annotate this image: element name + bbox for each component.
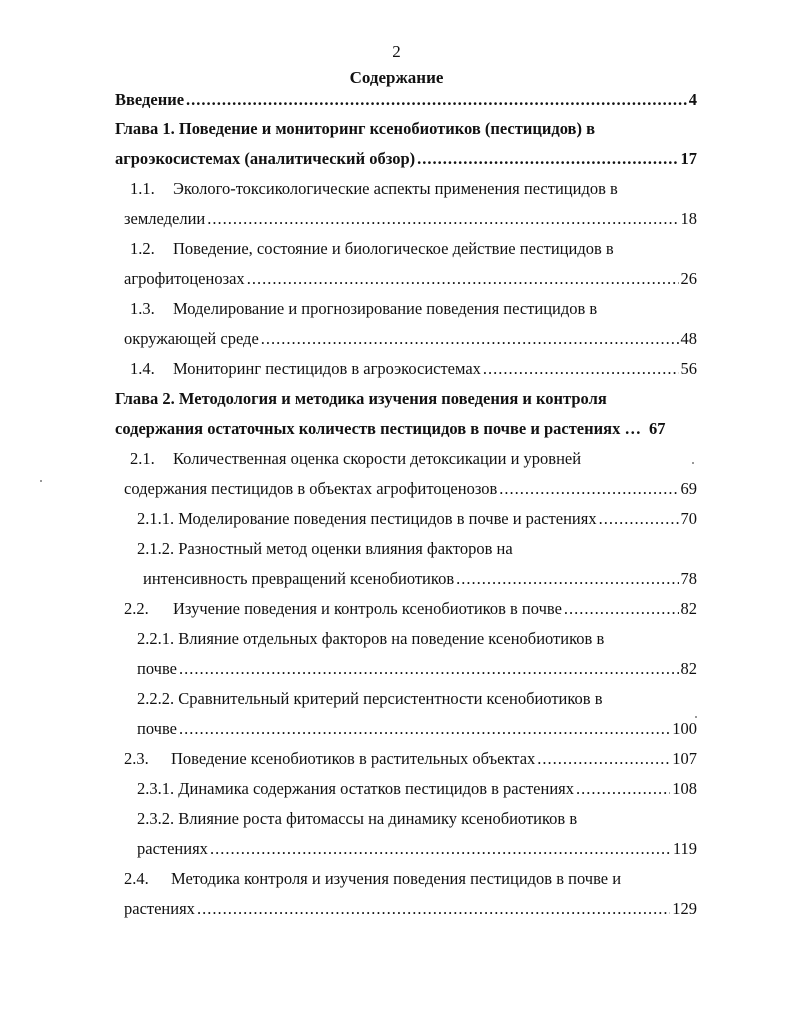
toc-leader-dots — [197, 898, 670, 920]
toc-leader-dots — [417, 148, 678, 170]
toc-entry-text: растениях — [137, 839, 208, 858]
toc-leader-dots — [564, 598, 679, 620]
toc-entry[interactable] — [115, 89, 697, 111]
toc-entry-text: растениях — [124, 899, 195, 918]
scan-speck — [695, 716, 697, 718]
toc-entry-text: 2.3.2. Влияние роста фитомассы на динамику ксенобиотиков в — [137, 809, 578, 828]
toc-entry-text: Эколого-токсикологические аспекты применения пестицидов в — [173, 179, 618, 198]
scan-speck — [40, 480, 42, 482]
toc-entry[interactable] — [130, 448, 697, 470]
toc-entry-text: Глава 2. Методология и методика изучения поведения и контроля — [115, 389, 607, 408]
toc-entry[interactable] — [115, 388, 697, 410]
toc-entry-text: 2.1.1. Моделирование поведения пестицидов в почве и растениях — [137, 509, 597, 528]
toc-entry[interactable] — [137, 838, 697, 860]
toc-entry[interactable] — [115, 418, 697, 440]
toc-entry-page: 107 — [672, 749, 697, 768]
toc-entry[interactable] — [137, 658, 697, 680]
toc-entry-text: Методика контроля и изучения поведения пестицидов в почве и — [171, 869, 622, 888]
toc-entry[interactable] — [124, 208, 697, 230]
toc-leader-dots — [247, 268, 679, 290]
toc-entry-page: 26 — [680, 269, 697, 288]
toc-entry-text: Изучение поведения и контроль ксенобиотиков в почве — [173, 599, 562, 618]
toc-leader-dots — [599, 508, 679, 530]
toc-leader-dots — [456, 568, 678, 590]
toc-entry[interactable] — [143, 568, 697, 590]
toc-leader-dots — [179, 658, 679, 680]
toc-leader-dots — [537, 748, 670, 770]
toc-entry-text: почве — [137, 659, 177, 678]
toc-entry[interactable] — [124, 868, 697, 890]
toc-entry-text: агроэкосистемах (аналитический обзор) — [115, 149, 416, 168]
toc-entry-number: 1.3. — [130, 299, 155, 318]
toc-leader-dots — [576, 778, 670, 800]
toc-leader-dots — [186, 89, 687, 111]
toc-entry-page: 48 — [680, 329, 697, 348]
toc-entry-page: 56 — [680, 359, 697, 378]
toc-entry-page: 108 — [672, 779, 697, 798]
toc-entry[interactable] — [124, 478, 697, 500]
toc-leader-dots — [179, 718, 670, 740]
toc-entry-text: Глава 1. Поведение и мониторинг ксенобиотиков (пестицидов) в — [115, 119, 595, 138]
toc-entry[interactable] — [137, 508, 697, 530]
page-number: 2 — [392, 42, 401, 61]
toc-entry-text: агрофитоценозах — [124, 269, 245, 288]
toc-entry-text: 2.3.1. Динамика содержания остатков пестицидов в растениях — [137, 779, 574, 798]
toc-entry[interactable] — [137, 718, 697, 740]
toc-entry-text: Количественная оценка скорости детоксикации и уровней — [173, 449, 582, 468]
toc-entry[interactable] — [130, 178, 697, 200]
toc-entry-number: 1.2. — [130, 239, 155, 258]
toc-entry[interactable] — [130, 298, 697, 320]
toc-entry[interactable] — [137, 688, 697, 710]
toc-entry-page: 129 — [672, 899, 697, 918]
toc-leader-dots — [261, 328, 679, 350]
toc-entry-page: 82 — [680, 599, 697, 618]
toc-entry-text: Мониторинг пестицидов в агроэкосистемах — [173, 359, 481, 378]
toc-entry[interactable] — [124, 598, 697, 620]
toc-entry[interactable] — [137, 778, 697, 800]
toc-entry-page: 119 — [672, 839, 697, 858]
toc-title: Содержание — [349, 68, 444, 87]
scan-speck — [692, 462, 694, 464]
toc-entry[interactable] — [124, 898, 697, 920]
toc-entry-number: 1.1. — [130, 179, 155, 198]
toc-entry-text: Поведение, состояние и биологическое действие пестицидов в — [173, 239, 614, 258]
toc-entry-page: 18 — [680, 209, 697, 228]
toc-entry-text: 2.2.1. Влияние отдельных факторов на поведение ксенобиотиков в — [137, 629, 605, 648]
toc-entry-page: 100 — [672, 719, 697, 738]
toc-entry[interactable] — [124, 328, 697, 350]
toc-entry-page: 69 — [680, 479, 697, 498]
toc-leader-dots — [210, 838, 671, 860]
toc-entry-page: 17 — [680, 149, 697, 168]
toc-entry-number: 2.2. — [124, 599, 149, 618]
toc-entry-number: 2.1. — [130, 449, 155, 468]
toc-entry-text: интенсивность превращений ксенобиотиков — [143, 569, 455, 588]
toc-entry[interactable] — [137, 538, 697, 560]
toc-entry-text: земледелии — [124, 209, 206, 228]
toc-entry[interactable] — [137, 808, 697, 830]
toc-entry[interactable] — [137, 628, 697, 650]
toc-entry-text: 2.1.2. Разностный метод оценки влияния факторов на — [137, 539, 513, 558]
toc-entry[interactable] — [124, 748, 697, 770]
toc-entry-page: 82 — [680, 659, 697, 678]
toc-entry-text: почве — [137, 719, 177, 738]
toc-entry-text: Введение — [115, 90, 185, 109]
toc-leader-dots — [483, 358, 679, 380]
toc-entry-page: 67 — [648, 419, 666, 438]
toc-leader-dots — [207, 208, 678, 230]
toc-entry[interactable] — [115, 118, 697, 140]
toc-entry[interactable] — [130, 358, 697, 380]
toc-leader-dots — [499, 478, 678, 500]
toc-entry[interactable] — [124, 268, 697, 290]
toc-entry[interactable] — [115, 148, 697, 170]
toc-entry-text: 2.2.2. Сравнительный критерий персистентности ксенобиотиков в — [137, 689, 603, 708]
toc-entry-text: Поведение ксенобиотиков в растительных объектах — [171, 749, 536, 768]
toc-entry-number: 1.4. — [130, 359, 155, 378]
toc-entry-text: содержания остаточных количеств пестицидов в почве и растениях … — [115, 419, 641, 438]
toc-entry-page: 70 — [680, 509, 697, 528]
toc-entry-text: содержания пестицидов в объектах агрофитоценозов — [124, 479, 498, 498]
toc-entry[interactable] — [130, 238, 697, 260]
toc-entry-text: Моделирование и прогнозирование поведения пестицидов в — [173, 299, 598, 318]
toc-entry-number: 2.4. — [124, 869, 149, 888]
toc-entry-page: 4 — [688, 90, 697, 109]
toc-entry-text: окружающей среде — [124, 329, 259, 348]
toc-entry-page: 78 — [680, 569, 697, 588]
toc-entry-number: 2.3. — [124, 749, 149, 768]
